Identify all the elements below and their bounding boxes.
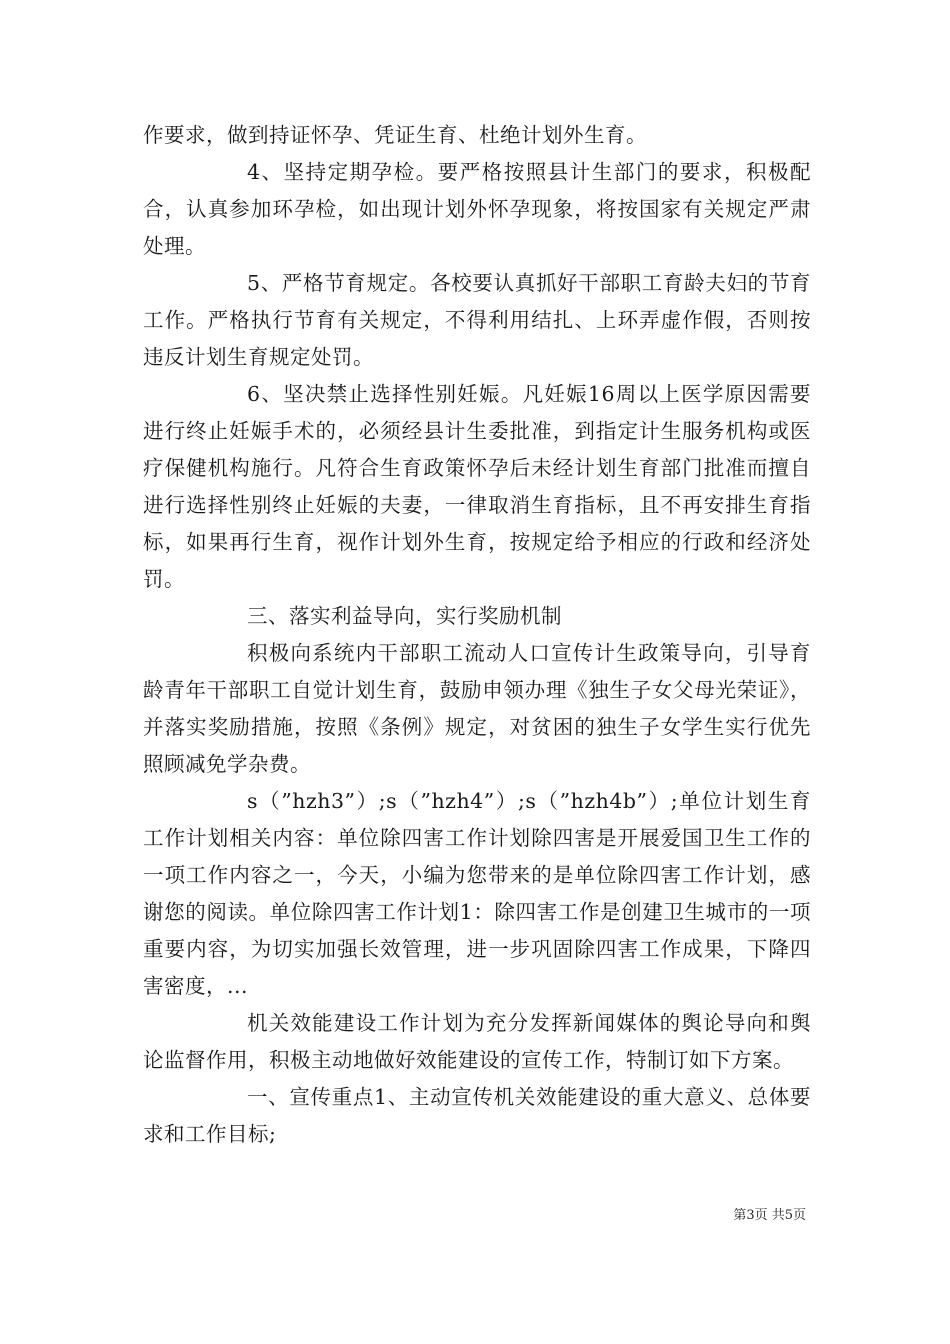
document-body [143,117,811,1153]
paragraph-item-6: 6、坚决禁止选择性别妊娠。凡妊娠16周以上医学原因需要进行终止妊娠手术的，必须经县计生委批准，到指定计生服务机构或医疗保健机构施行。凡符合生育政策怀孕后未经计划生育部门批准而擅自进行选择性别终止妊娠的夫妻，一律取消生育指标，且不再安排生育指标，如果再行生育，视作计划外生育，按规定给予相应的行政和经济处罚。 [143,382,811,591]
page-number: 第3页 共5页 [733,1208,806,1223]
paragraph-continuation: 作要求，做到持证怀孕、凭证生育、杜绝计划外生育。 [143,123,647,147]
paragraph-item-5: 5、严格节育规定。各校要认真抓好干部职工育龄夫妇的节育工作。严格执行节育有关规定，不得利用结扎、上环弄虚作假，否则按违反计划生育规定处罚。 [143,271,811,369]
paragraph-related-content: s（”hzh3”）;s（”hzh4”）;s（”hzh4b”）;单位计划生育工作计划相关内容：单位除四害工作计划除四害是开展爱国卫生工作的一项工作内容之一，今天，小编为您带来的是单位除四害工作计划，感谢您的阅读。单位除四害工作计划1：除四害工作是创建卫生城市的一项重要内容，为切实加强长效管理，进一步巩固除四害工作成果，下降四害密度，... [143,789,811,998]
section-heading-3: 三、落实利益导向，实行奖励机制 [247,604,562,628]
paragraph-publicity-focus: 一、宣传重点1、主动宣传机关效能建设的重大意义、总体要求和工作目标; [143,1085,811,1146]
paragraph-incentives: 积极向系统内干部职工流动人口宣传计生政策导向，引导育龄青年干部职工自觉计划生育，鼓励申领办理《独生子女父母光荣证》，并落实奖励措施，按照《条例》规定，对贫困的独生子女学生实行优先照顾减免学杂费。 [143,641,811,776]
paragraph-efficiency-plan: 机关效能建设工作计划为充分发挥新闻媒体的舆论导向和舆论监督作用，积极主动地做好效能建设的宣传工作，特制订如下方案。 [143,1011,811,1072]
paragraph-item-4: 4、坚持定期孕检。要严格按照县计生部门的要求，积极配合，认真参加环孕检，如出现计划外怀孕现象，将按国家有关规定严肃处理。 [143,160,811,258]
